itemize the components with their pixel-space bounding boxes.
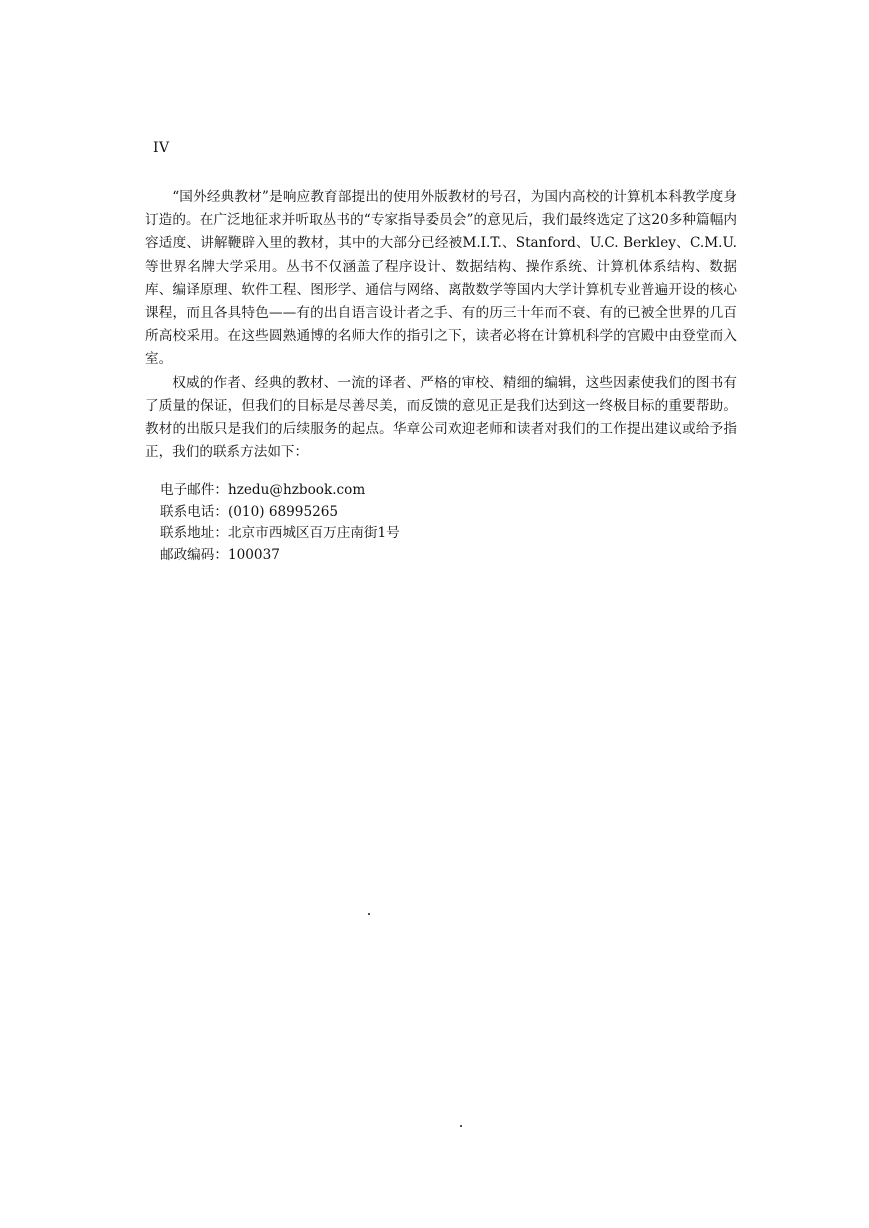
contact-email: 电子邮件：hzedu@hzbook.com <box>160 482 366 498</box>
intro-paragraph: “国外经典教材”是响应教育部提出的使用外版教材的号召，为国内高校的计算机本科教学度身订造的。在广泛地征求并听取丛书的“专家指导委员会”的意见后，我们最终选定了这20多种篇幅内容适度、讲解鞭辟入里的教材，其中的大部分已经被M.I.T.、Stanford、U.C. Berkley、C.M.U.等世界名牌大学采用。丛书不仅涵盖了程序设计、数据结构、操作系统、计算机体系结构、数据库、编译原理、软件工程、图形学、通信与网络、离散数学等国内大学计算机专业普遍开设的核心课程，而且各具特色——有的出自语言设计者之手、有的历三十年而不衰、有的已被全世界的几百所高校采用。在这些圆熟通博的名师大作的指引之下，读者必将在计算机科学的宫殿中由登堂而入室。 <box>145 189 737 368</box>
scan-speck <box>460 1125 462 1127</box>
contact-postcode: 邮政编码：100037 <box>160 546 280 563</box>
contact-info <box>160 480 560 566</box>
contact-phone: 联系电话：(010) 68995265 <box>160 503 339 520</box>
contact-address: 联系地址：北京市西城区百万庄南街1号 <box>160 525 400 541</box>
body-text <box>145 186 737 464</box>
page-number: IV <box>153 140 170 156</box>
feedback-paragraph: 权威的作者、经典的教材、一流的译者、严格的审校、精细的编辑，这些因素使我们的图书有了质量的保证，但我们的目标是尽善尽美，而反馈的意见正是我们达到这一终极目标的重要帮助。教材的出版只是我们的后续服务的起点。华章公司欢迎老师和读者对我们的工作提出建议或给予指正，我们的联系方法如下： <box>145 374 737 461</box>
scan-speck <box>368 913 370 915</box>
